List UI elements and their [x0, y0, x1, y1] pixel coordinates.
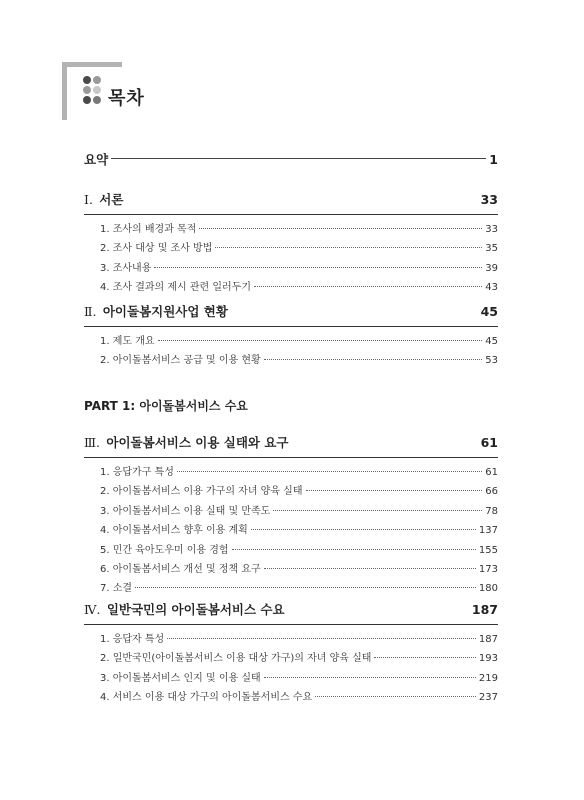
toc-item[interactable]	[84, 502, 498, 521]
chapter-heading[interactable]	[84, 190, 498, 210]
dot	[83, 96, 91, 104]
chapter-heading[interactable]	[84, 302, 498, 322]
item-label: 4. 아이돌봄서비스 향후 이용 계획	[100, 525, 248, 537]
item-label: 3. 아이돌봄서비스 인지 및 이용 실태	[100, 672, 261, 684]
item-page: 43	[485, 282, 498, 294]
leader-dots	[264, 677, 476, 678]
leader-dots	[374, 657, 475, 658]
chapter-page: 187	[471, 602, 498, 617]
item-label: 1. 조사의 배경과 목적	[100, 224, 197, 235]
toc-chapter-4	[84, 600, 498, 708]
item-page: 66	[485, 486, 498, 498]
toc-chapter-3	[84, 433, 498, 599]
dot	[93, 96, 101, 104]
toc-item[interactable]	[84, 259, 498, 278]
dot	[83, 76, 91, 84]
chapter-page: 45	[480, 304, 498, 319]
item-page: 187	[478, 634, 498, 645]
toc-item[interactable]	[84, 332, 498, 351]
item-label: 3. 조사내용	[100, 262, 152, 274]
item-page: 237	[478, 692, 498, 704]
item-label: 6. 아이돌봄서비스 개선 및 정책 요구	[100, 563, 261, 575]
item-label: 2. 조사 대상 및 조사 방법	[100, 243, 213, 255]
chapter-title: 일반국민의 아이돌봄서비스 수요	[106, 602, 285, 617]
chapter-title: 아이돌봄지원사업 현황	[102, 304, 228, 319]
page-title: 목차	[108, 88, 145, 109]
dot	[93, 86, 101, 94]
item-page: 193	[478, 653, 498, 665]
leader-dots	[215, 247, 482, 248]
summary-page: 1	[489, 152, 498, 167]
item-label: 1. 제도 개요	[100, 336, 155, 347]
corner-bracket-horizontal	[62, 62, 122, 67]
leader-dots	[315, 696, 476, 697]
leader-dots	[199, 228, 482, 229]
item-label: 7. 소결	[100, 583, 133, 595]
chapter-heading[interactable]	[84, 433, 498, 453]
toc-item[interactable]	[84, 463, 498, 482]
toc-item[interactable]	[84, 688, 498, 707]
chapter-page: 61	[480, 435, 498, 450]
item-page: 53	[485, 355, 498, 367]
item-label: 1. 응답가구 특성	[100, 467, 174, 478]
toc-item[interactable]	[84, 482, 498, 501]
item-page: 219	[478, 672, 498, 684]
toc-item[interactable]	[84, 630, 498, 649]
leader-dots	[273, 510, 482, 511]
chapter-heading[interactable]	[84, 600, 498, 620]
toc-summary[interactable]	[84, 150, 498, 168]
toc-item[interactable]	[84, 560, 498, 579]
toc-item[interactable]	[84, 669, 498, 688]
item-page: 173	[478, 563, 498, 575]
toc-item[interactable]	[84, 521, 498, 540]
item-page: 137	[478, 525, 498, 537]
toc-item[interactable]	[84, 541, 498, 560]
leader-dots	[158, 340, 483, 341]
leader-dots	[251, 529, 476, 530]
item-label: 4. 조사 결과의 제시 관련 일러두기	[100, 282, 252, 294]
leader-dots	[177, 471, 482, 472]
item-label: 2. 일반국민(아이돌봄서비스 이용 대상 가구)의 자녀 양육 실태	[100, 653, 372, 665]
toc-item[interactable]	[84, 351, 498, 370]
chapter-title: 서론	[99, 192, 124, 207]
item-label: 4. 서비스 이용 대상 가구의 아이돌봄서비스 수요	[100, 692, 313, 704]
item-page: 61	[485, 467, 498, 478]
item-label: 3. 아이돌봄서비스 이용 실태 및 만족도	[100, 505, 271, 517]
part-label: PART 1: 아이돌봄서비스 수요	[84, 399, 248, 413]
item-page: 78	[485, 505, 498, 517]
item-label: 2. 아이돌봄서비스 이용 가구의 자녀 양육 실태	[100, 486, 303, 498]
leader-dots	[264, 568, 476, 569]
leader-dots	[167, 638, 476, 639]
leader-dots	[154, 267, 482, 268]
item-label: 2. 아이돌봄서비스 공급 및 이용 현황	[100, 355, 261, 367]
chapter-title: 아이돌봄서비스 이용 실태와 요구	[106, 435, 289, 450]
item-label: 1. 응답자 특성	[100, 634, 165, 645]
chapter-numeral: Ⅱ.	[84, 304, 97, 319]
dot	[83, 86, 91, 94]
leader-dots	[254, 286, 482, 287]
item-page: 35	[485, 243, 498, 255]
chapter-numeral: Ⅰ.	[84, 192, 93, 207]
toc-item[interactable]	[84, 278, 498, 297]
toc-item[interactable]	[84, 220, 498, 239]
dots-icon	[83, 76, 103, 104]
leader-line	[111, 158, 486, 159]
item-page: 33	[485, 224, 498, 235]
item-page: 39	[485, 262, 498, 274]
chapter-page: 33	[480, 192, 498, 207]
toc-item[interactable]	[84, 579, 498, 598]
toc-item[interactable]	[84, 649, 498, 668]
toc-item[interactable]	[84, 239, 498, 258]
corner-bracket-vertical	[62, 62, 67, 120]
toc-chapter-2	[84, 302, 498, 371]
item-page: 180	[478, 583, 498, 595]
item-label: 5. 민간 육아도우미 이용 경험	[100, 544, 229, 556]
summary-label: 요약	[84, 152, 109, 167]
toc-chapter-1	[84, 190, 498, 298]
chapter-numeral: Ⅳ.	[84, 602, 101, 617]
chapter-numeral: Ⅲ.	[84, 435, 101, 450]
item-page: 155	[478, 544, 498, 556]
leader-dots	[306, 490, 483, 491]
dot	[93, 76, 101, 84]
part-heading	[84, 397, 498, 414]
leader-dots	[264, 359, 483, 360]
leader-dots	[135, 587, 476, 588]
leader-dots	[232, 549, 476, 550]
item-page: 45	[485, 336, 498, 347]
